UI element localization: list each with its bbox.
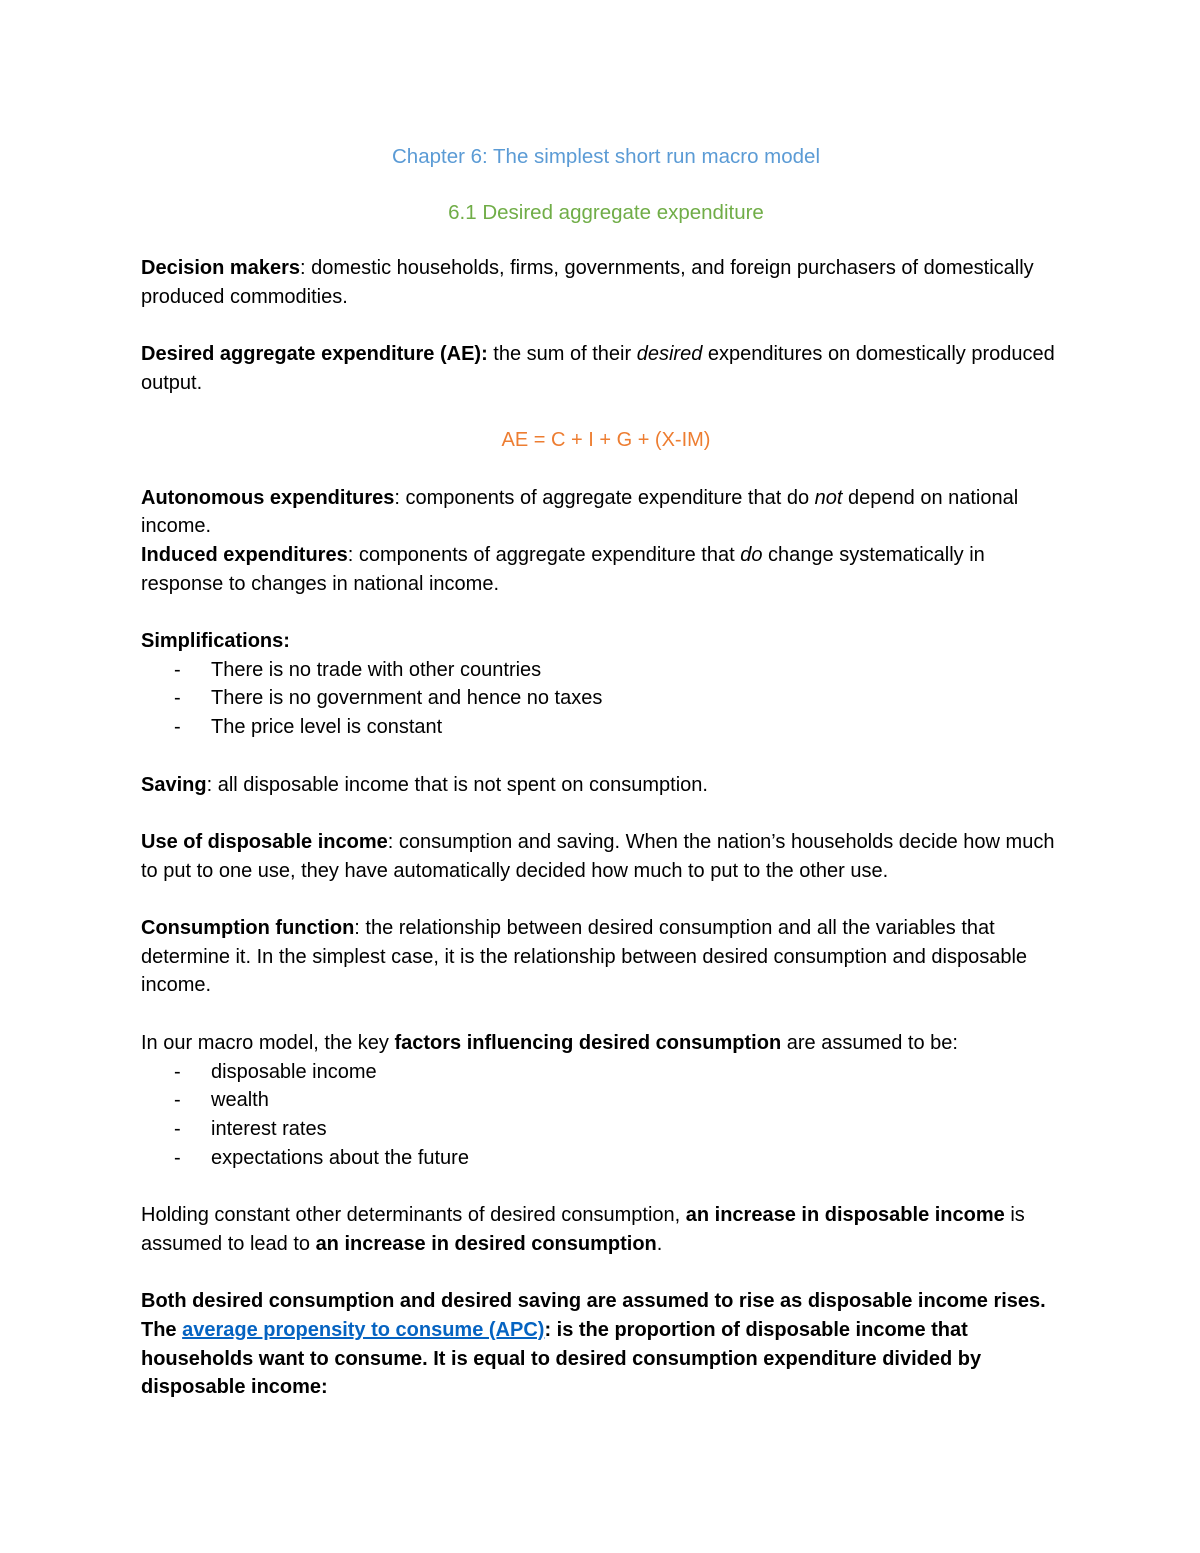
ae-def-emphasis: desired xyxy=(636,343,703,366)
simplifications-heading-text: Simplifications: xyxy=(141,630,290,653)
saving-term: Saving xyxy=(141,773,207,796)
simplifications-list xyxy=(141,656,1071,742)
decision-makers-term: Decision makers xyxy=(141,257,300,279)
list-item xyxy=(141,656,1071,685)
dash-bullet: - xyxy=(174,687,181,710)
both-rise-text: Both desired consumption and desired saving are assumed to rise as disposable income rises. xyxy=(141,1290,1046,1313)
holding-post: . xyxy=(656,1232,663,1255)
autonomous-term: Autonomous expenditures xyxy=(141,486,395,509)
list-item-text: There is no trade with other countries xyxy=(211,658,542,681)
holding-bold-1: an increase in disposable income xyxy=(685,1204,1005,1227)
ae-formula: AE = C + I + G + (X-IM) xyxy=(501,429,711,452)
chapter-title: Chapter 6: The simplest short run macro model xyxy=(391,145,821,168)
dash-bullet: - xyxy=(174,1117,181,1140)
list-item xyxy=(141,684,1071,713)
holding-bold-2: an increase in desired consumption xyxy=(315,1232,657,1255)
autonomous-post: depend on national income. xyxy=(141,486,1019,538)
dash-bullet: - xyxy=(174,1060,181,1083)
apc-post: : is the proportion of disposable income that households want to consume. It is equal to desired consumption expenditure divided by disposable income: xyxy=(141,1318,982,1399)
factors-list xyxy=(141,1058,1071,1173)
document-page xyxy=(141,140,1071,1402)
ae-definition-paragraph xyxy=(141,340,1071,397)
list-item xyxy=(141,1115,1071,1144)
list-item xyxy=(141,1086,1071,1115)
factors-pre: In our macro model, the key xyxy=(141,1031,395,1054)
use-income-term: Use of disposable income xyxy=(141,830,388,853)
factors-bold: factors influencing desired consumption xyxy=(394,1031,782,1054)
list-item-text: expectations about the future xyxy=(211,1146,469,1169)
use-income-definition: : consumption and saving. When the nation’s households decide how much to put to one use, they have automatically decided how much to put to the other use. xyxy=(141,830,1055,882)
list-item-text: wealth xyxy=(211,1089,269,1112)
factors-post: are assumed to be: xyxy=(781,1031,958,1054)
ae-def-pre: the sum of their xyxy=(487,343,637,366)
apc-link[interactable]: average propensity to consume (APC) xyxy=(182,1318,545,1341)
ae-def-post: expenditures on domestically produced output. xyxy=(141,343,1055,394)
consumption-function-paragraph xyxy=(141,914,1071,1000)
list-item-text: There is no government and hence no taxes xyxy=(211,687,603,710)
induced-post: change systematically in response to changes in national income. xyxy=(141,543,985,595)
decision-makers-definition: : domestic households, firms, governments, and foreign purchasers of domestically produced commodities. xyxy=(141,257,1034,308)
list-item xyxy=(141,1144,1071,1173)
both-rise-paragraph xyxy=(141,1287,1071,1316)
decision-makers-paragraph xyxy=(141,254,1071,311)
apc-paragraph xyxy=(141,1316,1071,1402)
list-item xyxy=(141,713,1071,742)
consumption-function-definition: : the relationship between desired consumption and all the variables that determine it. In the simplest case, it is the relationship between desired consumption and disposable income. xyxy=(141,917,1028,997)
autonomous-paragraph xyxy=(141,484,1071,541)
induced-emphasis: do xyxy=(740,543,763,566)
induced-term: Induced expenditures xyxy=(141,543,348,566)
dash-bullet: - xyxy=(174,658,181,681)
holding-mid: is assumed to lead to xyxy=(141,1204,1025,1255)
consumption-function-term: Consumption function xyxy=(141,917,355,940)
holding-pre: Holding constant other determinants of desired consumption, xyxy=(141,1204,686,1227)
list-item-text: interest rates xyxy=(211,1117,327,1140)
induced-pre: : components of aggregate expenditure that xyxy=(347,543,741,566)
induced-paragraph xyxy=(141,541,1071,598)
use-income-paragraph xyxy=(141,828,1071,885)
holding-paragraph xyxy=(141,1201,1071,1258)
section-title: 6.1 Desired aggregate expenditure xyxy=(448,201,764,224)
list-item-text: disposable income xyxy=(211,1060,377,1083)
list-item-text: The price level is constant xyxy=(211,716,443,739)
saving-paragraph xyxy=(141,771,1071,800)
ae-term: Desired aggregate expenditure (AE): xyxy=(141,343,488,366)
dash-bullet: - xyxy=(174,1089,181,1112)
dash-bullet: - xyxy=(174,1146,181,1169)
saving-definition: : all disposable income that is not spent on consumption. xyxy=(206,773,708,796)
autonomous-pre: : components of aggregate expenditure that do xyxy=(394,486,815,509)
factors-paragraph xyxy=(141,1029,1071,1058)
autonomous-emphasis: not xyxy=(814,486,843,509)
list-item xyxy=(141,1058,1071,1087)
simplifications-heading xyxy=(141,627,1071,656)
dash-bullet: - xyxy=(174,716,181,739)
apc-pre: The xyxy=(141,1318,183,1341)
